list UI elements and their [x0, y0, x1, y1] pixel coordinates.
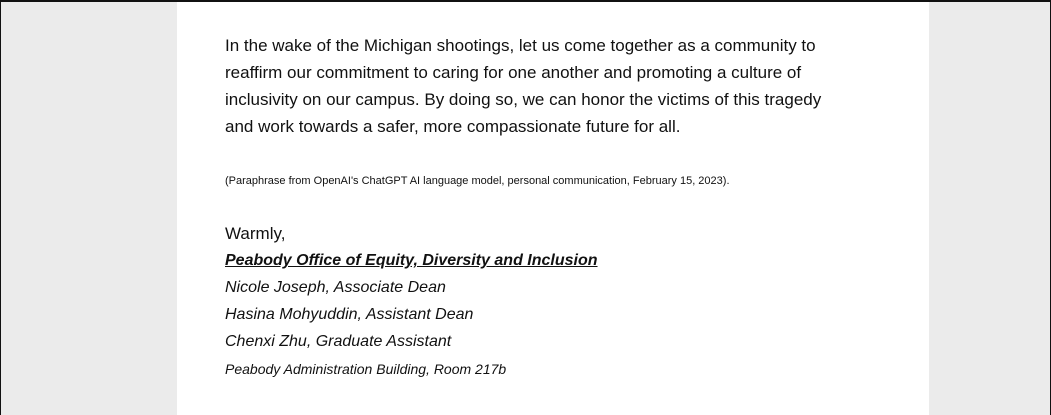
office-address: Peabody Administration Building, Room 217b: [225, 361, 507, 377]
staff-associate-dean: Nicole Joseph, Associate Dean: [225, 279, 446, 296]
message-paragraph: [225, 32, 885, 140]
message-line: and work towards a safer, more compassionate future for all.: [225, 117, 681, 136]
message-line: In the wake of the Michigan shootings, let us come together as a community to: [225, 36, 816, 55]
message-line: inclusivity on our campus. By doing so, we can honor the victims of this tragedy: [225, 90, 822, 109]
signature-block: [225, 247, 598, 383]
office-name-link[interactable]: Peabody Office of Equity, Diversity and Inclusion: [225, 252, 598, 269]
citation-note: (Paraphrase from OpenAI's ChatGPT AI language model, personal communication, February 15, 2023).: [225, 175, 730, 187]
staff-assistant-dean: Hasina Mohyuddin, Assistant Dean: [225, 306, 474, 323]
closing-salutation: Warmly,: [225, 224, 286, 243]
email-page: [177, 2, 929, 415]
message-line: reaffirm our commitment to caring for one another and promoting a culture of: [225, 63, 802, 82]
staff-graduate-assistant: Chenxi Zhu, Graduate Assistant: [225, 333, 452, 350]
